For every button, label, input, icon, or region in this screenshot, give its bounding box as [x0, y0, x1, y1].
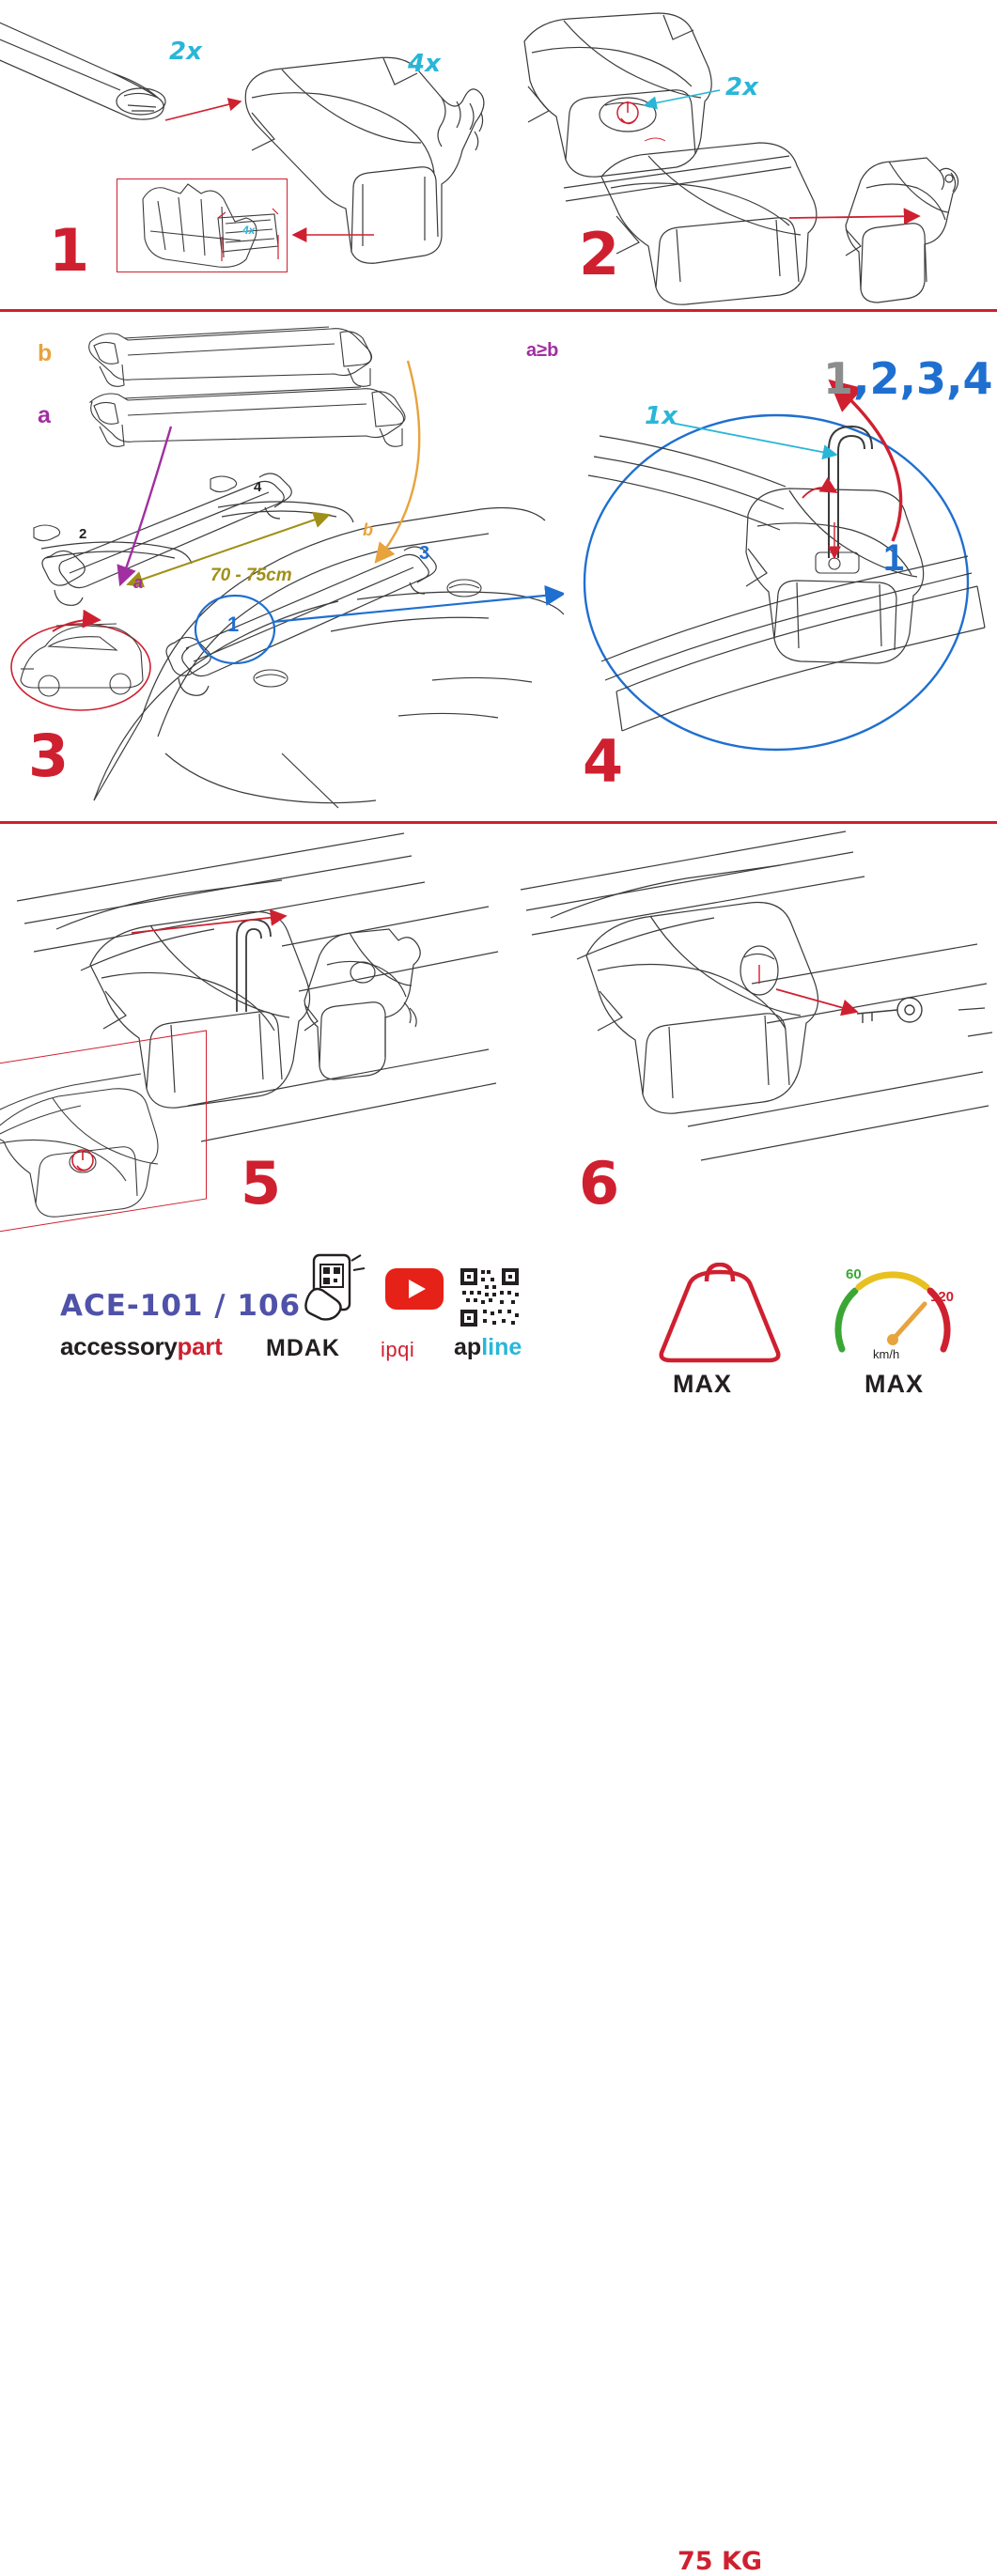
- step-3-marker-3: 3: [419, 543, 430, 564]
- step-3-condition-label: a≥b: [526, 340, 559, 361]
- weight-limit-icon: [648, 1263, 791, 1364]
- step-2-number: 2: [579, 220, 619, 288]
- weight-limit-value: 75 KG: [677, 2547, 763, 2576]
- scan-phone-icon: [299, 1253, 368, 1328]
- qr-code[interactable]: [459, 1266, 521, 1328]
- brand-logo-secondary: part: [177, 1332, 223, 1360]
- step-3-distance-label: 70 - 75cm: [210, 566, 292, 585]
- step-4-qty-1x: 1x: [645, 402, 678, 430]
- step-3-marker-1: 1: [227, 613, 240, 636]
- step-5-number: 5: [241, 1149, 281, 1218]
- step-3-label-b: b: [38, 340, 53, 366]
- step-4-sequence-label: [823, 353, 992, 404]
- step-4-marker-1: 1: [883, 537, 905, 579]
- step-3-label-a: a: [38, 402, 51, 428]
- step-4-sequence-rest: ,2,3,4: [853, 353, 993, 404]
- speed-max-label: MAX: [865, 1370, 924, 1398]
- speed-tick-min: 60: [846, 1266, 862, 1282]
- step-6-panel: [507, 824, 997, 1247]
- speed-tick-max: 120: [930, 1289, 955, 1305]
- model-code: ACE-101 / 106: [60, 1289, 302, 1323]
- step-3-arrow-label-a: a: [133, 573, 144, 592]
- step-3-panel: [0, 312, 564, 821]
- step-1-panel: [0, 0, 507, 309]
- weight-max-label: MAX: [673, 1370, 732, 1398]
- step-4-sequence-first: 1: [823, 353, 854, 404]
- apline-second: line: [481, 1334, 522, 1360]
- step-2-qty-2x: 2x: [725, 73, 758, 101]
- step-4-panel: [526, 312, 997, 821]
- lock-cylinder-icon: [617, 101, 638, 124]
- step-3-number: 3: [28, 722, 69, 790]
- partner-ipqi-label: ipqi: [381, 1338, 415, 1361]
- step-3-marker-4: 4: [254, 479, 262, 495]
- step-1-qty-4x: 4x: [408, 50, 441, 78]
- step-2-panel: [507, 0, 997, 309]
- step-1-qty-4x-detail: 4x: [242, 224, 256, 237]
- step-3-arrow-label-b: b: [363, 520, 373, 539]
- brand-logo: [60, 1332, 222, 1361]
- partner-mdak-label: MDAK: [266, 1335, 340, 1361]
- brand-logo-primary: accessory: [60, 1332, 178, 1360]
- step-1-number: 1: [49, 216, 89, 285]
- step-5-panel: [0, 824, 507, 1247]
- step-4-number: 4: [583, 727, 623, 796]
- partner-apline-label: [454, 1334, 522, 1361]
- footer: [0, 1249, 997, 2576]
- youtube-icon[interactable]: [385, 1268, 444, 1310]
- step-1-qty-2x: 2x: [169, 38, 202, 66]
- step-6-number: 6: [579, 1149, 619, 1218]
- step-1-detail-box: [117, 178, 288, 272]
- step-3-marker-2: 2: [79, 526, 87, 542]
- apline-first: ap: [454, 1334, 482, 1360]
- speed-unit-label: km/h: [873, 1347, 900, 1361]
